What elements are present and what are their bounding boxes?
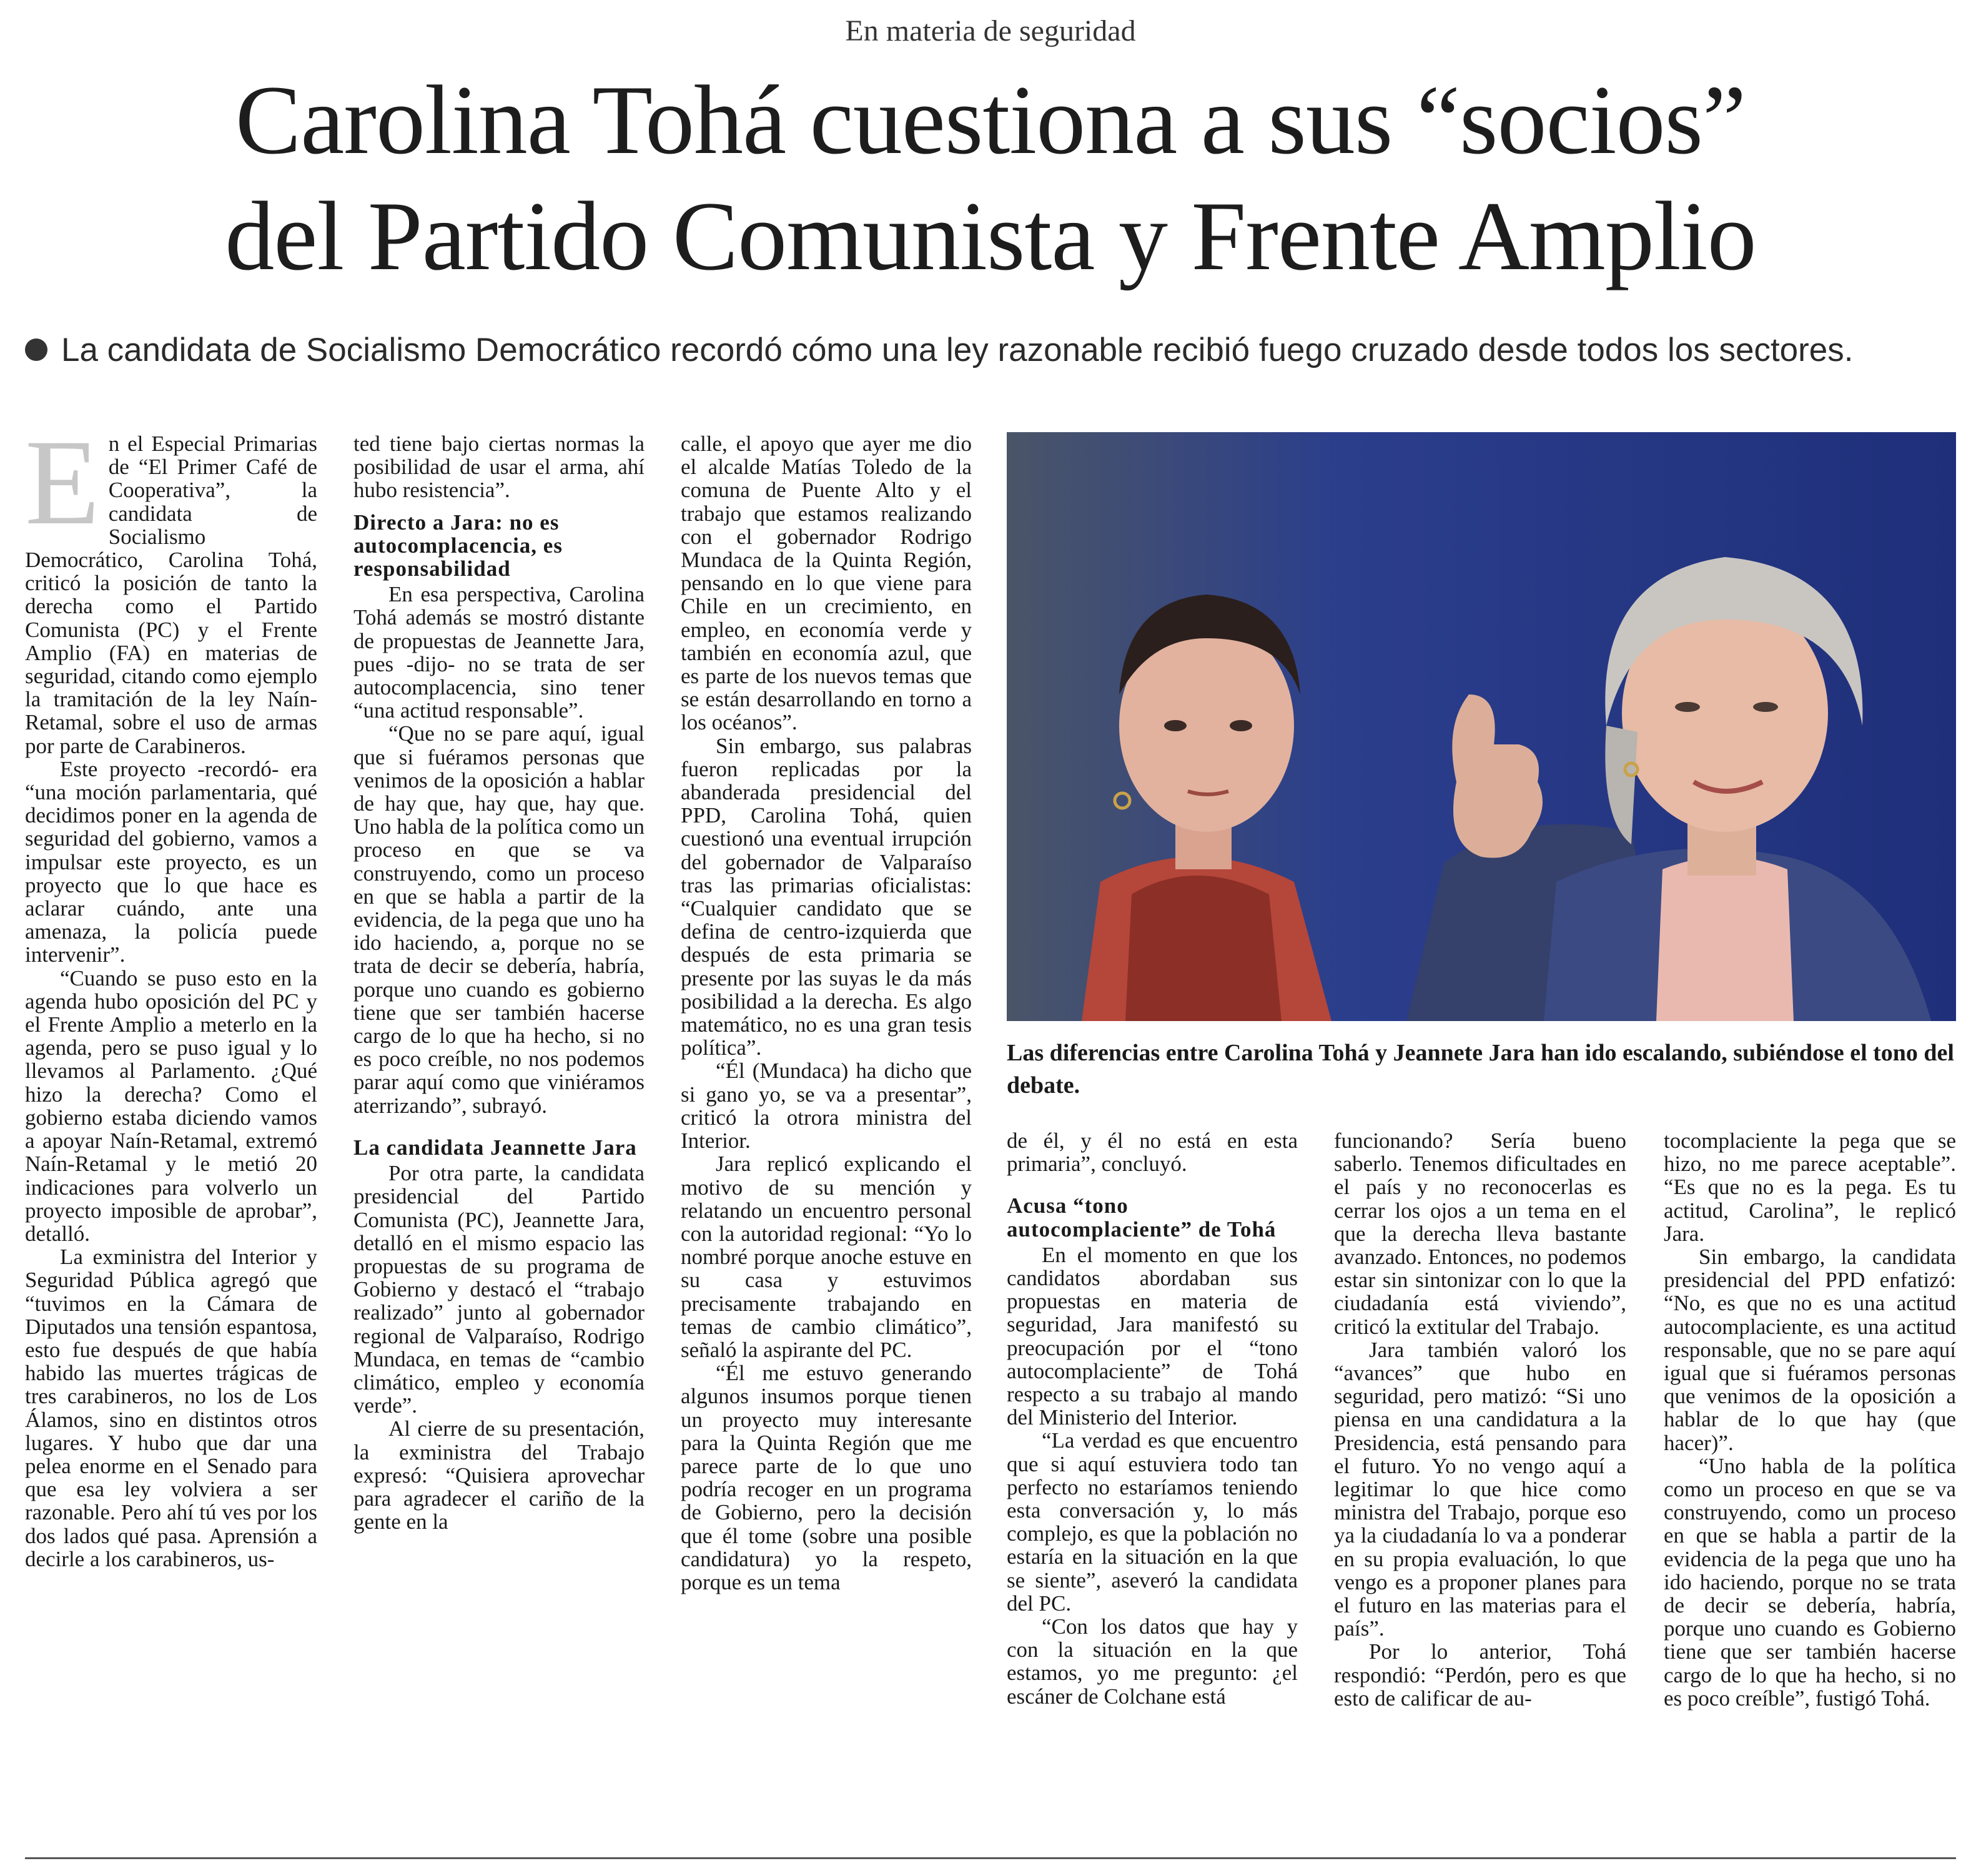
drop-cap: E — [25, 432, 100, 550]
subheading-tono-autocomplaciente: Acusa “tono autocomplaciente” de Tohá — [1007, 1193, 1277, 1242]
kicker: En materia de seguridad — [845, 14, 1136, 47]
paragraph: En el momento en que los candidatos abordaban sus propuestas en materia de seguridad, Jara manifestó su preocupación por el “tono autocomplaciente” de Tohá respecto a su trabajo al mando del Ministerio del Interior. — [1007, 1242, 1298, 1430]
headline-line-2: del Partido Comunista y Frente Amplio — [225, 182, 1756, 291]
article-column-1 — [25, 432, 317, 1844]
paragraph: “Uno habla de la política como un proceso en que se va construyendo, como un proceso en que se habla a partir de la evidencia de la pega que uno ha ido haciendo, porque no se trata de decir se debería, habría, porque uno cuando es Gobierno tiene que ser también hacerse cargo de lo que ha hecho, si no es poco creíble”, fustigó Tohá. — [1664, 1453, 1956, 1711]
paragraph: “Cuando se puso esto en la agenda hubo oposición del PC y el Frente Amplio a meterlo en la agenda, pero se puso igual y lo llevamos al Parlamento. ¿Qué hizo la derecha? Como el gobierno estaba diciendo vamos a apoyar Naín-Retamal, extremó Naín-Retamal y le metió 20 indicaciones para volverlo un proyecto imposible de aprobar”, detalló. — [25, 965, 317, 1246]
paragraph: ted tiene bajo ciertas normas la posibilidad de usar el arma, ahí hubo resistencia”. — [353, 432, 645, 503]
paragraph: n el Especial Primarias de “El Primer Café de Cooperativa”, la candidata de Socialismo Democrático, Carolina Tohá, criticó la posición de tanto la derecha como el Partido Comunista (PC) y el Frente Amplio (FA) en materias de seguridad, citando como ejemplo la tramitación de la ley Naín-Retamal, sobre el uso de armas por parte de Carabineros. — [25, 432, 317, 758]
bottom-rule — [25, 1857, 1956, 1859]
paragraph: “La verdad es que encuentro que si aquí estuviera todo tan perfecto no estaríamos teniendo esta conversación y, lo más complejo, es que la población no estaría en la situación en la que se siente”, aseveró la candidata del PC. — [1007, 1428, 1298, 1616]
headline-line-1: Carolina Tohá cuestiona a sus “socios” — [235, 66, 1746, 175]
paragraph: “Él (Mundaca) ha dicho que si gano yo, se va a presentar”, criticó la otrora ministra del Interior. — [681, 1059, 972, 1153]
deck — [25, 331, 1961, 369]
paragraph: Sin embargo, la candidata presidencial del PPD enfatizó: “No, es que no es una actitud autocomplaciente, es una actitud responsable, que no se pare aquí igual que si fuéramos personas que venimos de la oposición a hablar de lo que hay (que hacer)”. — [1664, 1245, 1956, 1455]
headline — [25, 62, 1956, 295]
article-column-4 — [1007, 1129, 1298, 1844]
paragraph: “Con los datos que hay y con la situación en la que estamos, yo me pregunto: ¿el escáner de Colchane está — [1007, 1614, 1298, 1709]
article-column-3 — [681, 432, 972, 1844]
paragraph: de él, y él no está en esta primaria”, concluyó. — [1007, 1129, 1298, 1177]
article-column-2 — [353, 432, 645, 1844]
paragraph: Por otra parte, la candidata presidencial del Partido Comunista (PC), Jeannette Jara, detalló en el mismo espacio las propuestas de su programa de Gobierno y destacó el “trabajo realizado” junto al gobernador regional de Valparaíso, Rodrigo Mundaca, en temas de “cambio climático, empleo y economía verde”. — [353, 1161, 645, 1418]
paragraph: Este proyecto -recordó- era “una moción parlamentaria, qué decidimos poner en la agenda de seguridad del gobierno, vamos a impulsar este proyecto, es un proyecto que lo que hace es aclarar cuándo, ante una amenaza, la policía puede intervenir”. — [25, 756, 317, 967]
photo-caption: Las diferencias entre Carolina Tohá y Jeannete Jara han ido escalando, subiéndose el tono del debate. — [1007, 1040, 1954, 1098]
paragraph: calle, el apoyo que ayer me dio el alcalde Matías Toledo de la comuna de Puente Alto y el trabajo que estamos realizando con el gobernador Rodrigo Mundaca de la Quinta Región, pensando en lo que viene para Chile en un crecimiento, en empleo, en economía verde y también en economía azul, que es parte de los nuevos temas que se están desarrollando en torno a los océanos”. — [681, 432, 972, 735]
paragraph: Jara replicó explicando el motivo de su mención y relatando un encuentro personal con la autoridad regional: “Yo lo nombré porque anoche estuve en su casa y estuvimos precisamente trabajando en temas de cambio climático”, señaló la aspirante del PC. — [681, 1152, 972, 1362]
bullet-icon — [25, 338, 47, 361]
paragraph: “Él me estuvo generando algunos insumos porque tienen un proyecto muy interesante para la Quinta Región que me parece parte de lo que uno podría recoger en un programa de Gobierno, pero la decisión que él tome (sobre una posible candidatura) yo la respeto, porque es un tema — [681, 1361, 972, 1594]
article-column-6 — [1664, 1129, 1956, 1844]
article-column-5 — [1334, 1129, 1626, 1844]
paragraph: funcionando? Sería bueno saberlo. Tenemos dificultades en el país y no reconocerlas es cerrar los ojos a un tema en el que la derecha lleva bastante avanzado. Entonces, no podemos estar sin sintonizar con lo que la ciudadanía está viviendo”, criticó la extitular del Trabajo. — [1334, 1129, 1626, 1339]
subheading-jeannette-jara: La candidata Jeannette Jara — [353, 1135, 637, 1160]
paragraph: “Que no se pare aquí, igual que si fuéramos personas que venimos de la oposición a hablar de hay que, hay que, hay que. Uno habla de la política como un proceso en que se va construyendo, como un proceso en que se habla a partir de la evidencia, de la pega que uno ha ido haciendo, a, porque no se trata de decir se debería, habría, porque uno cuando es gobierno tiene que ser también hacerse cargo de lo que ha hecho, si no es poco creíble, no nos podemos parar aquí como que viniéramos aterrizando”, subrayó. — [353, 721, 645, 1118]
subheading-directo-a-jara: Directo a Jara: no es autocomplacencia, es responsabilidad — [353, 510, 563, 581]
paragraph: Jara también valoró los “avances” que hubo en seguridad, pero matizó: “Si uno piensa en una candidatura a la Presidencia, está pensando para el futuro. Yo no vengo aquí a legitimar lo que hice como ministra del Trabajo, porque eso ya la ciudadanía lo va a ponderar en su propia evaluación, lo que vengo es a proponer planes para el futuro en las materias para el país”. — [1334, 1337, 1626, 1641]
paragraph: tocomplaciente la pega que se hizo, no me parece aceptable”. “Es que no es la pega. Es tu actitud, Carolina”, le replicó Jara. — [1664, 1129, 1956, 1246]
paragraph: Por lo anterior, Tohá respondió: “Perdón, pero es que esto de calificar de au- — [1334, 1639, 1626, 1711]
paragraph: Sin embargo, sus palabras fueron replicadas por la abanderada presidencial del PPD, Carolina Tohá, quien cuestionó una eventual irrupción del gobernador de Valparaíso tras las primarias oficialistas: “Cualquier candidato que se defina de centro-izquierda que después de esta primaria se presente por las suyas le da más posibilidad a la derecha. Es algo matemático, no es una gran tesis política”. — [681, 733, 972, 1060]
deck-text: La candidata de Socialismo Democrático recordó cómo una ley razonable recibió fuego cruzado desde todos los sectores. — [61, 332, 1854, 368]
paragraph: En esa perspectiva, Carolina Tohá además se mostró distante de propuestas de Jeannette Jara, pues -dijo- no se trata de ser autocomplacencia, sino tener “una actitud responsable”. — [353, 582, 645, 723]
paragraph: La exministra del Interior y Seguridad Pública agregó que “tuvimos en la Cámara de Diputados una tensión espantosa, esto fue después de que había habido las muertes trágicas de tres carabineros, no los de Los Álamos, sino en distintos otros lugares. Y hubo que dar una pelea enorme en el Senado para que esa ley volviera a ser razonable. Pero ahí tú ves por los dos lados qué pasa. Aprensión a decirle a los carabineros, us- — [25, 1245, 317, 1571]
photo — [1007, 432, 1956, 1021]
photo-illustration — [1007, 432, 1956, 1021]
paragraph: Al cierre de su presentación, la exministra del Trabajo expresó: “Quisiera aprovechar para agradecer el cariño de la gente en la — [353, 1416, 645, 1534]
